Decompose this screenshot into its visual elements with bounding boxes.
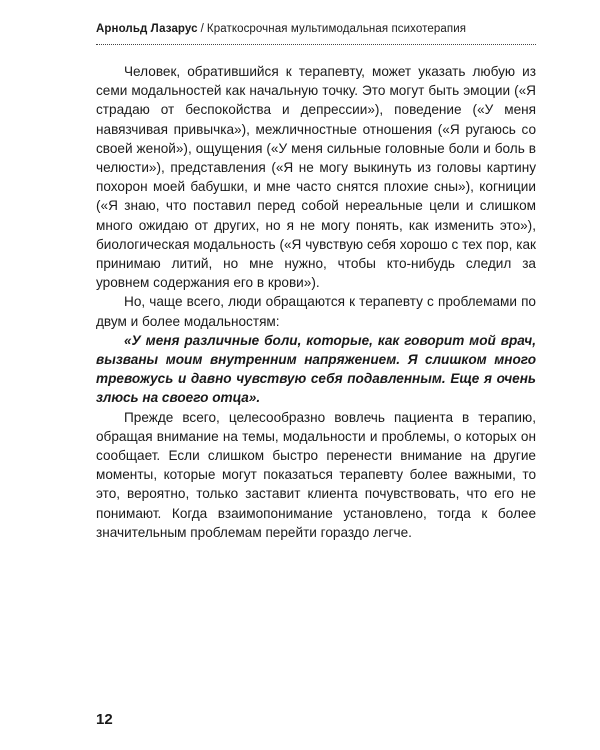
patient-quote: «У меня различные боли, которые, как говорит мой врач, вызваны моим внутренним напряжением. Я слишком много тревожусь и давно чувствую себя подавленным. Еще я очень злюсь на своего отца». <box>96 332 536 406</box>
paragraph-two-modalities: Но, чаще всего, люди обращаются к терапевту с проблемами по двум и более модальностям: <box>96 294 536 329</box>
header-separator: / <box>200 23 204 35</box>
header-book-title: Краткосрочная мультимодальная психотерапия <box>206 23 467 35</box>
page-number: 12 <box>96 711 113 728</box>
paragraph-engagement: Прежде всего, целесообразно вовлечь пациента в терапию, обращая внимание на темы, модальности и проблемы, о которых он сообщает. Если слишком быстро перенести внимание на другие моменты, которые могут показаться терапевту более важными, то это, вероятно, только заставит клиента почувствовать, что его не понимают. Когда взаимопонимание установлено, тогда к более значительным проблемам перейти гораздо легче. <box>96 409 536 540</box>
paragraph-modalities: Человек, обратившийся к терапевту, может указать любую из семи модальностей как начальную точку. Это могут быть эмоции («Я страдаю от беспокойства и депрессии»), поведение («У меня навязчивая привычка»), межличностные отношения («Я ругаюсь со своей женой»), ощущения («У меня сильные головные боли и боль в челюсти»), представления («Я не могу выкинуть из головы картину похорон моей бабушки, и мне часто снятся плохие сны»), когниции («Я знаю, что поставил перед собой нереальные цели и слишком много ожидаю от других, но я не могу понять, как изменить это»), биологическая модальность («Я чувствую себя хорошо с тех пор, как принимаю литий, но мне нужно, чтобы кто-нибудь следил за уровнем содержания его в крови»). <box>96 64 536 291</box>
header-author: Арнольд Лазарус <box>96 23 198 35</box>
running-head <box>96 22 536 36</box>
body-text <box>96 62 536 542</box>
header-dotted-rule <box>96 44 536 45</box>
